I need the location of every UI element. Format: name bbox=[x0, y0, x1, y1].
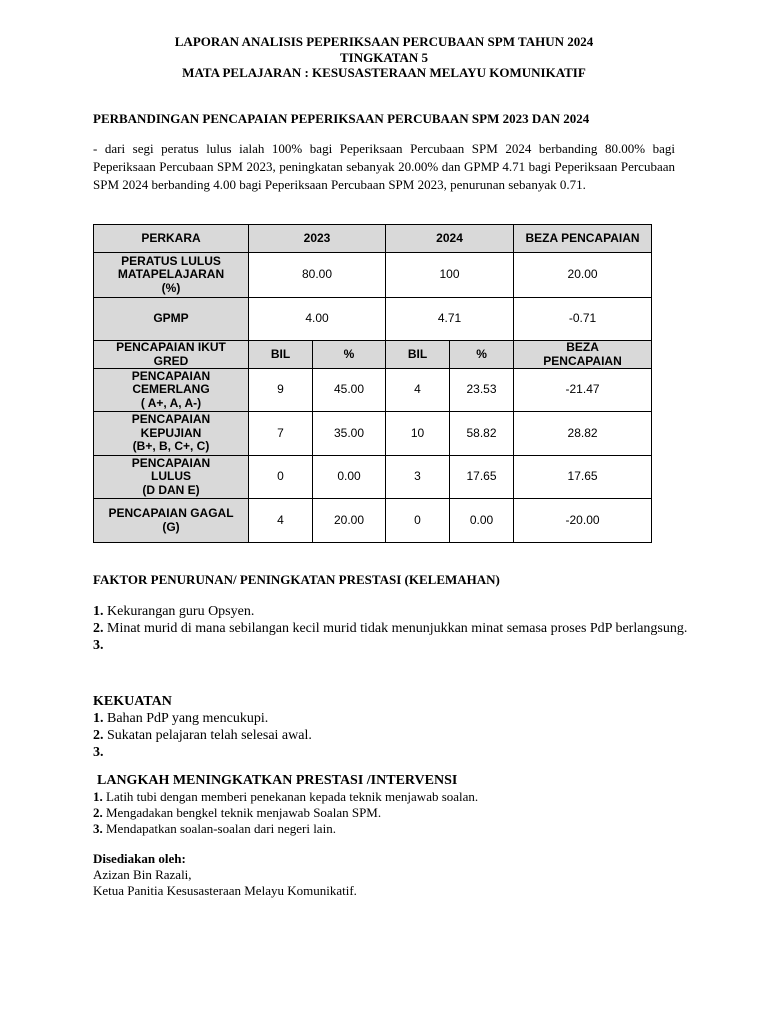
lulus-2023: 80.00 bbox=[249, 253, 386, 298]
intervention-title: LANGKAH MENINGKATKAN PRESTASI /INTERVENSI bbox=[97, 773, 458, 788]
strengths-section bbox=[93, 693, 693, 761]
table-row-gpmp bbox=[94, 298, 652, 341]
pct-2023: 0.00 bbox=[313, 456, 386, 499]
signature-name: Azizan Bin Razali, bbox=[93, 867, 192, 882]
list-item: 3. bbox=[93, 638, 104, 653]
grade-label: PENCAPAIAN CEMERLANG ( A+, A, A-) bbox=[94, 369, 249, 412]
signature-title: Disediakan oleh: bbox=[93, 851, 186, 866]
gpmp-beza: -0.71 bbox=[514, 298, 652, 341]
comparison-text: - dari segi peratus lulus ialah 100% bagi Peperiksaan Percubaan SPM 2024 berbanding 80.00% bagi Peperiksaan Percubaan SPM 2023, peningkatan sebanyak 20.00% dan GPMP 4.71 bagi Peperiksaan Percubaan SPM 2024 berbanding 4.00 bagi Peperiksaan Percubaan SPM 2023, penurunan sebanyak 0.71. bbox=[93, 141, 675, 192]
grade-beza: -21.47 bbox=[514, 369, 652, 412]
subheader-bil-2024: BIL bbox=[386, 341, 450, 369]
gpmp-label: GPMP bbox=[94, 298, 249, 341]
lulus-label: PERATUS LULUS MATAPELAJARAN (%) bbox=[94, 253, 249, 298]
pct-2023: 45.00 bbox=[313, 369, 386, 412]
strengths-title: KEKUATAN bbox=[93, 694, 172, 709]
table-row-lulus-grade bbox=[94, 456, 652, 499]
report-header bbox=[93, 34, 675, 81]
grade-label: PENCAPAIAN GAGAL (G) bbox=[94, 499, 249, 543]
subheader-beza: BEZA PENCAPAIAN bbox=[514, 341, 652, 369]
signature-role: Ketua Panitia Kesusasteraan Melayu Komunikatif. bbox=[93, 883, 357, 898]
lulus-beza: 20.00 bbox=[514, 253, 652, 298]
factors-title: FAKTOR PENURUNAN/ PENINGKATAN PRESTASI (KELEMAHAN) bbox=[93, 572, 500, 587]
list-item: 3. bbox=[93, 745, 104, 760]
pct-2023: 35.00 bbox=[313, 412, 386, 456]
table-row-lulus bbox=[94, 253, 652, 298]
bil-2024: 10 bbox=[386, 412, 450, 456]
subheader-bil-2023: BIL bbox=[249, 341, 313, 369]
pct-2024: 0.00 bbox=[450, 499, 514, 543]
header-2024: 2024 bbox=[386, 225, 514, 253]
bil-2023: 4 bbox=[249, 499, 313, 543]
pct-2024: 58.82 bbox=[450, 412, 514, 456]
pct-2024: 23.53 bbox=[450, 369, 514, 412]
comparison-title: PERBANDINGAN PENCAPAIAN PEPERIKSAAN PERCUBAAN SPM 2023 DAN 2024 bbox=[93, 111, 590, 126]
report-title: LAPORAN ANALISIS PEPERIKSAAN PERCUBAAN SPM TAHUN 2024 bbox=[174, 34, 594, 49]
bil-2023: 7 bbox=[249, 412, 313, 456]
grade-label: PENCAPAIAN LULUS (D DAN E) bbox=[94, 456, 249, 499]
bil-2024: 0 bbox=[386, 499, 450, 543]
table-subheader-row bbox=[94, 341, 652, 369]
header-perkara: PERKARA bbox=[94, 225, 249, 253]
report-subject: MATA PELAJARAN : KESUSASTERAAN MELAYU KOMUNIKATIF bbox=[182, 65, 586, 80]
table-header-row bbox=[94, 225, 652, 253]
list-item: 1. Bahan PdP yang mencukupi. bbox=[93, 711, 269, 726]
pct-2024: 17.65 bbox=[450, 456, 514, 499]
header-2023: 2023 bbox=[249, 225, 386, 253]
subheader-pct-2024: % bbox=[450, 341, 514, 369]
gpmp-2023: 4.00 bbox=[249, 298, 386, 341]
subheader-pct-2023: % bbox=[313, 341, 386, 369]
grade-beza: 28.82 bbox=[514, 412, 652, 456]
list-item: 1. Kekurangan guru Opsyen. bbox=[93, 604, 255, 619]
pct-2023: 20.00 bbox=[313, 499, 386, 543]
list-item: 3. Mendapatkan soalan-soalan dari negeri lain. bbox=[93, 821, 336, 836]
list-item: 2. Mengadakan bengkel teknik menjawab Soalan SPM. bbox=[93, 805, 382, 820]
list-item: 2. Sukatan pelajaran telah selesai awal. bbox=[93, 728, 312, 743]
grade-beza: 17.65 bbox=[514, 456, 652, 499]
bil-2024: 4 bbox=[386, 369, 450, 412]
table-row-cemerlang bbox=[94, 369, 652, 412]
lulus-2024: 100 bbox=[386, 253, 514, 298]
grade-beza: -20.00 bbox=[514, 499, 652, 543]
bil-2023: 9 bbox=[249, 369, 313, 412]
grade-label: PENCAPAIAN KEPUJIAN (B+, B, C+, C) bbox=[94, 412, 249, 456]
gpmp-2024: 4.71 bbox=[386, 298, 514, 341]
table-row-kepujian bbox=[94, 412, 652, 456]
header-beza: BEZA PENCAPAIAN bbox=[514, 225, 652, 253]
list-item: 1. Latih tubi dengan memberi penekanan kepada teknik menjawab soalan. bbox=[93, 789, 479, 804]
results-table bbox=[93, 224, 652, 543]
list-item: 2. Minat murid di mana sebilangan kecil murid tidak menunjukkan minat semasa proses PdP berlangsung. bbox=[93, 621, 688, 636]
signature-block bbox=[93, 851, 693, 899]
report-form-level: TINGKATAN 5 bbox=[340, 49, 428, 65]
table-row-gagal bbox=[94, 499, 652, 543]
bil-2024: 3 bbox=[386, 456, 450, 499]
bil-2023: 0 bbox=[249, 456, 313, 499]
factors-list bbox=[93, 603, 693, 654]
intervention-list bbox=[93, 789, 693, 837]
subheader-label: PENCAPAIAN IKUT GRED bbox=[94, 341, 249, 369]
